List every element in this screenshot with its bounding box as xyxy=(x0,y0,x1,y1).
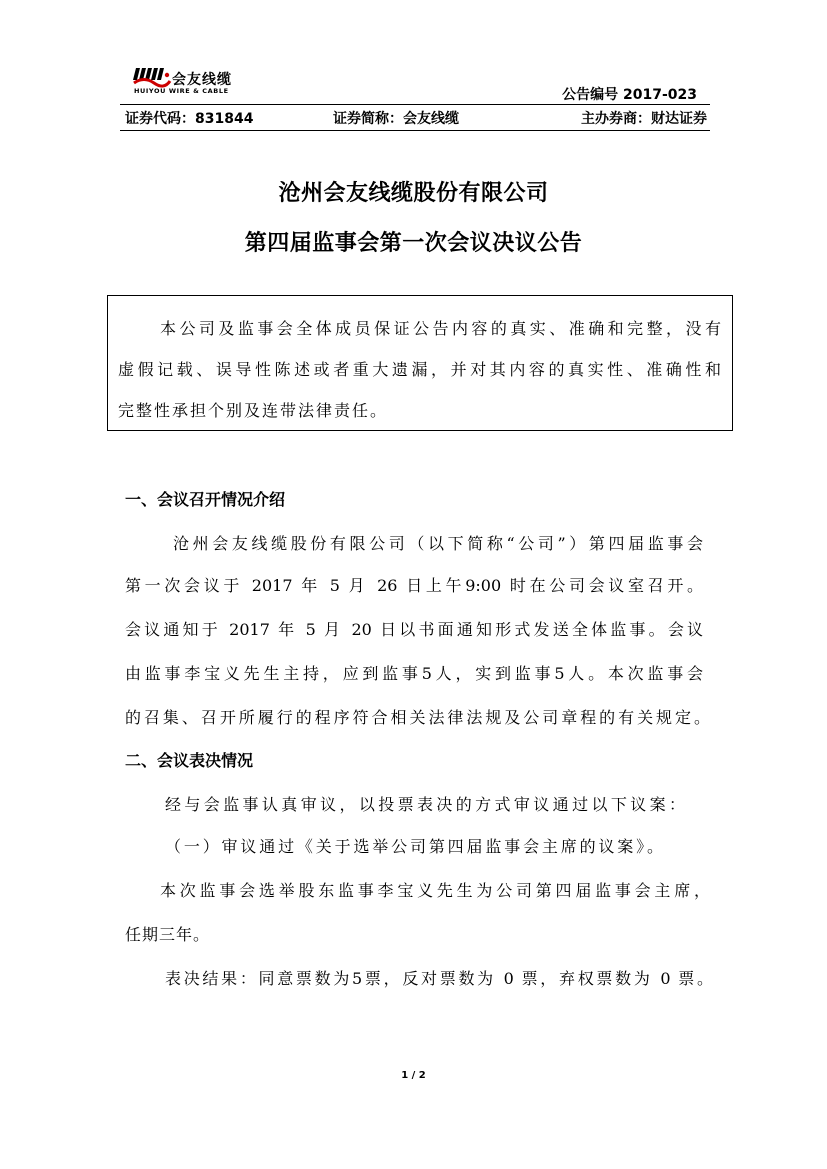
section2-intro: 经与会监事认真审议，以投票表决的方式审议通过以下议案： xyxy=(165,795,685,814)
page-number: 1 / 2 xyxy=(401,1070,426,1081)
section2-heading: 二、会议表决情况 xyxy=(125,751,254,770)
announcement-number: 公告编号 2017-023 xyxy=(562,87,697,103)
logo-english-name: HUIYOU WIRE & CABLE xyxy=(134,87,229,95)
item1-text-line: 本次监事会选举股东监事李宝义先生为公司第四届监事会主席， xyxy=(160,881,710,900)
title-announcement: 第四届监事会第一次会议决议公告 xyxy=(244,231,583,256)
header-info-row xyxy=(125,108,707,128)
paragraph-line: 第一次会议于 2017 年 5 月 26 日上午9:00 时在公司会议室召开。 xyxy=(125,576,703,595)
security-name: 证券简称：会友线缆 xyxy=(333,111,459,127)
header-divider-bottom xyxy=(120,130,710,131)
disclaimer-line: 虚假记载、误导性陈述或者重大遗漏，并对其内容的真实性、准确性和 xyxy=(118,360,721,379)
security-code: 证券代码：831844 xyxy=(125,111,254,127)
title-company: 沧州会友线缆股份有限公司 xyxy=(278,181,549,206)
logo-chinese-name: 会友线缆 xyxy=(172,72,232,88)
header-divider-top xyxy=(120,104,710,105)
section1-heading: 一、会议召开情况介绍 xyxy=(125,490,286,509)
item1-text-line: 任期三年。 xyxy=(125,925,211,944)
disclaimer-line: 本公司及监事会全体成员保证公告内容的真实、准确和完整，没有 xyxy=(160,319,721,338)
vote-result: 表决结果：同意票数为5票，反对票数为 0 票，弃权票数为 0 票。 xyxy=(165,969,713,988)
company-logo xyxy=(132,66,282,96)
item1-title: （一）审议通过《关于选举公司第四届监事会主席的议案》。 xyxy=(165,837,663,856)
disclaimer-line: 完整性承担个别及连带法律责任。 xyxy=(118,401,389,420)
paragraph-line: 会议通知于 2017 年 5 月 20 日以书面通知形式发送全体监事。会议 xyxy=(125,620,703,639)
paragraph-line: 的召集、召开所履行的程序符合相关法律法规及公司章程的有关规定。 xyxy=(125,708,710,727)
logo-mark-icon xyxy=(132,66,172,88)
paragraph-line: 由监事李宝义先生主持，应到监事5人，实到监事5人。本次监事会 xyxy=(125,664,703,683)
paragraph-line: 沧州会友线缆股份有限公司（以下简称“公司”）第四届监事会 xyxy=(173,534,703,553)
sponsor-broker: 主办券商：财达证券 xyxy=(581,111,707,127)
